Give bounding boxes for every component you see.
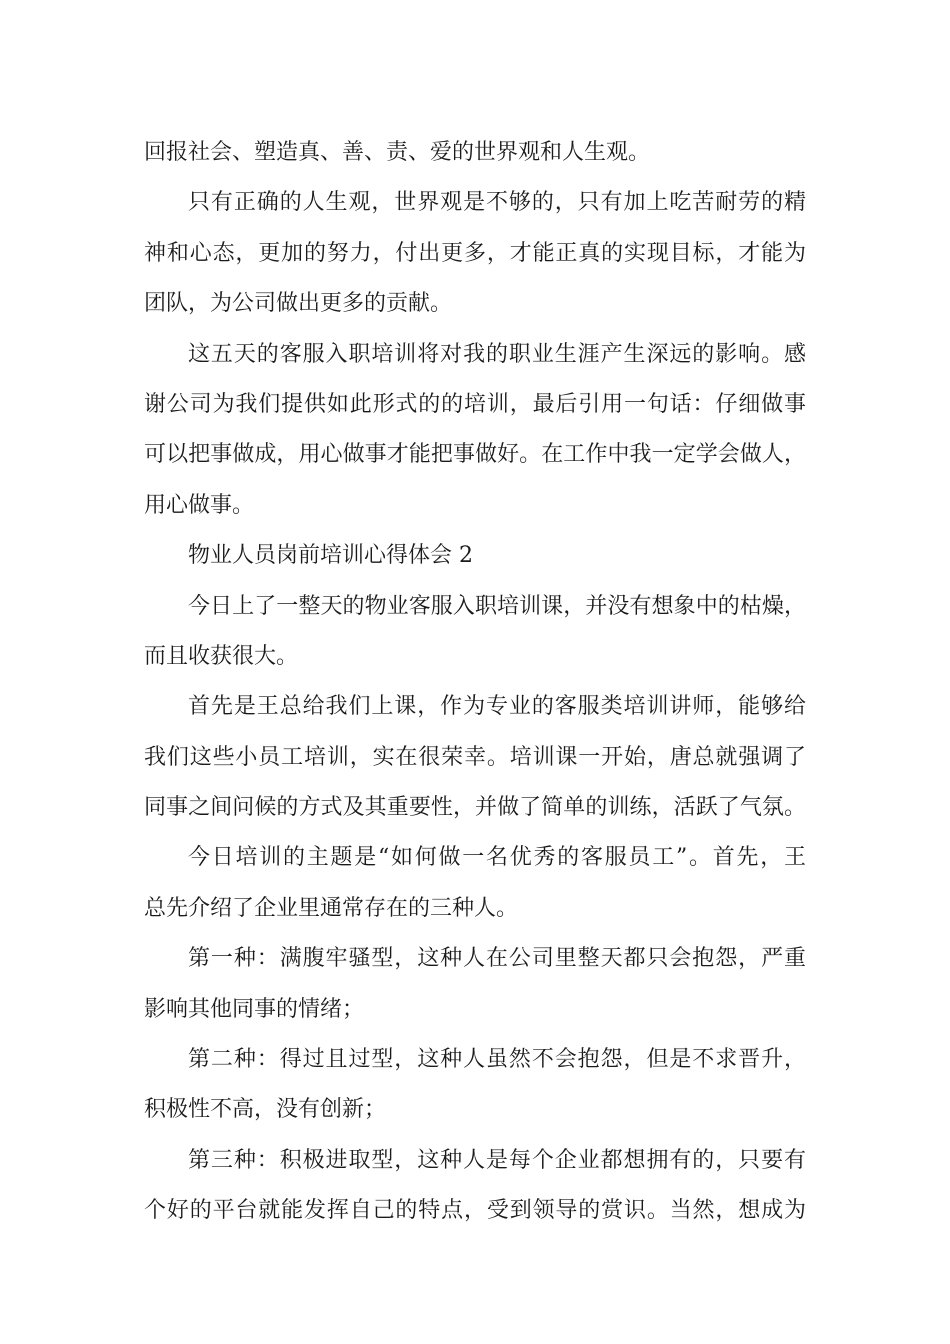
text-line: 积极性不高，没有创新； [144,1097,387,1123]
text-line: 影响其他同事的情绪； [144,996,365,1022]
text-line: 用心做事。 [144,492,255,518]
text-line: 只有正确的人生观，世界观是不够的，只有加上吃苦耐劳的精 [188,190,806,216]
text-line: 团队，为公司做出更多的贡献。 [144,291,453,317]
text-line: 谢公司为我们提供如此形式的的培训，最后引用一句话：仔细做事 [144,391,806,417]
text-line: 而且收获很大。 [144,643,299,669]
text-line: 总先介绍了企业里通常存在的三种人。 [144,895,519,921]
text-line: 物业人员岗前培训心得体会 2 [188,543,473,569]
text-line: 我们这些小员工培训，实在很荣幸。培训课一开始，唐总就强调了 [144,744,806,770]
text-line: 今日上了一整天的物业客服入职培训课，并没有想象中的枯燥， [188,593,806,619]
text-line: 回报社会、塑造真、善、责、爱的世界观和人生观。 [144,140,651,165]
text-line: 第二种：得过且过型，这种人虽然不会抱怨，但是不求晋升， [188,1047,806,1073]
text-line: 今日培训的主题是“如何做一名优秀的客服员工”。首先，王 [188,845,806,871]
text-line: 个好的平台就能发挥自己的特点，受到领导的赏识。当然，想成为 [144,1198,806,1224]
text-line: 第一种：满腹牢骚型，这种人在公司里整天都只会抱怨，严重 [188,946,806,972]
text-line: 神和心态，更加的努力，付出更多，才能正真的实现目标，才能为 [144,240,806,266]
text-line: 第三种：积极进取型，这种人是每个企业都想拥有的，只要有 [188,1147,806,1173]
text-line: 这五天的客服入职培训将对我的职业生涯产生深远的影响。感 [188,341,806,367]
text-line: 可以把事做成，用心做事才能把事做好。在工作中我一定学会做人， [144,442,806,468]
text-line: 首先是王总给我们上课，作为专业的客服类培训讲师，能够给 [188,694,806,720]
text-line: 同事之间问候的方式及其重要性，并做了简单的训练，活跃了气氛。 [144,795,806,821]
document-body [144,128,806,1237]
